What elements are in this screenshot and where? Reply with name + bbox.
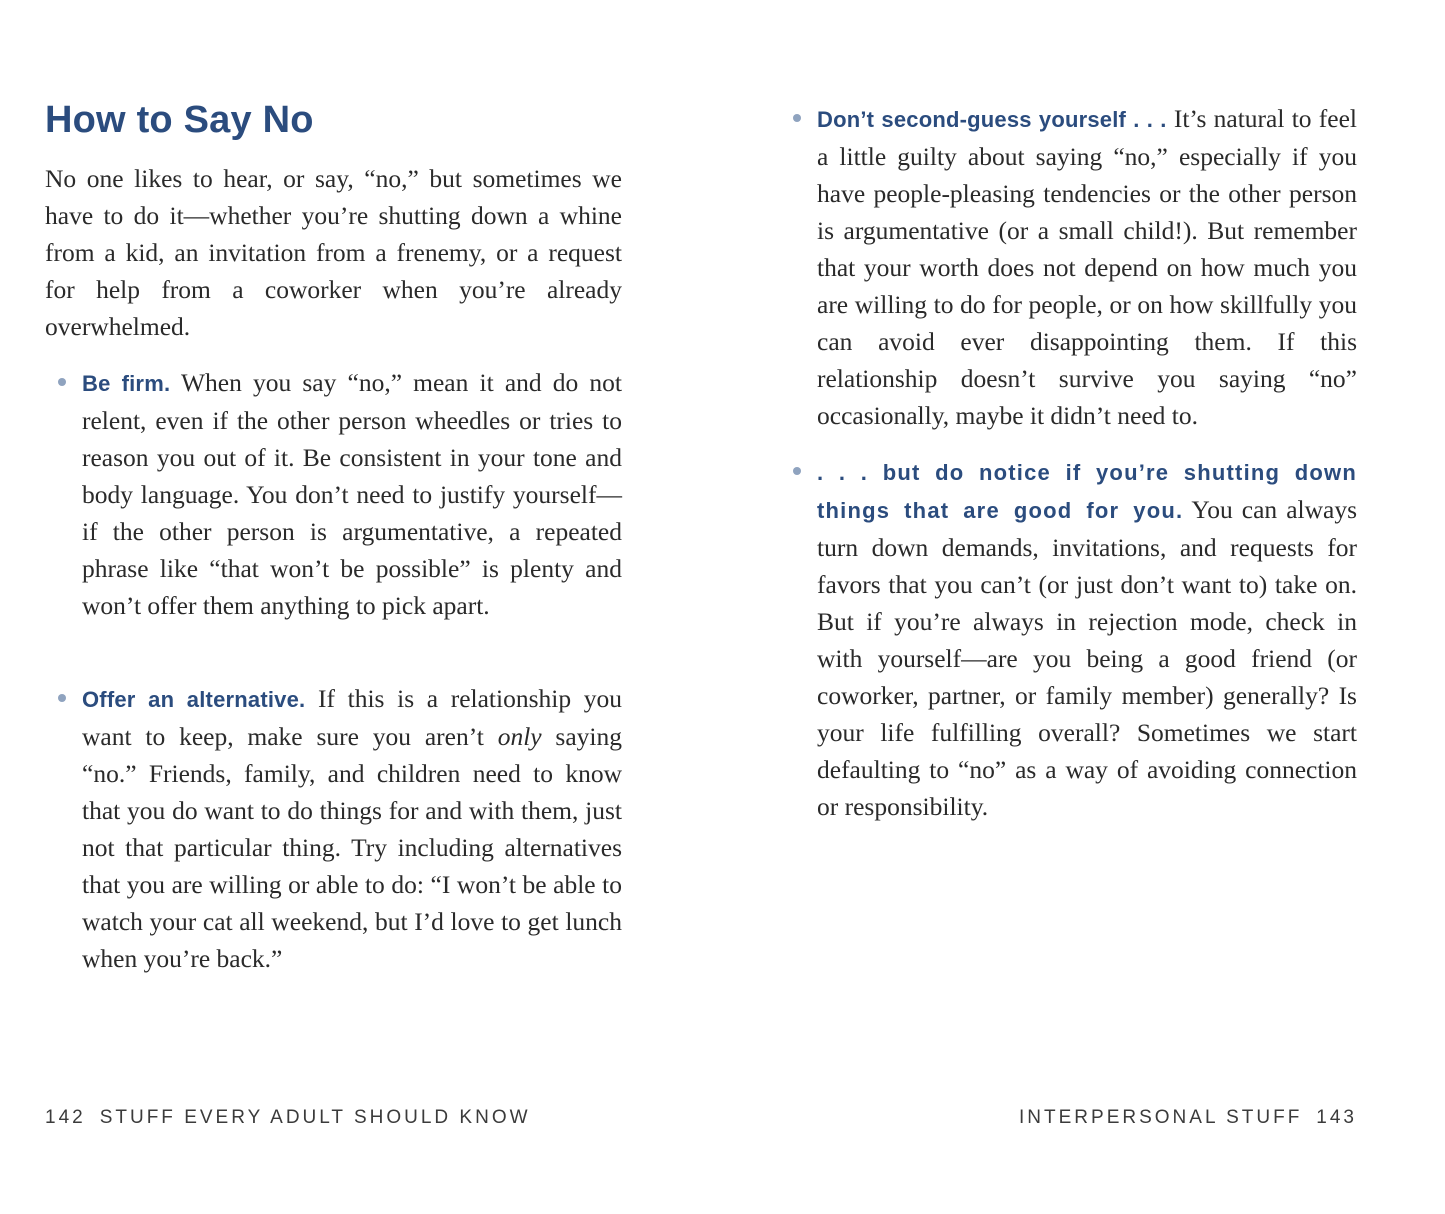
right-footer bbox=[1019, 1107, 1357, 1129]
bullet-lead: . . . but do notice if you’re shutting down things that are good for you. bbox=[817, 460, 1357, 523]
bullet-offer-alternative bbox=[82, 680, 622, 977]
page-title: How to Say No bbox=[45, 99, 314, 141]
page-number: 143 bbox=[1316, 1107, 1357, 1128]
bullet-dot-icon bbox=[793, 114, 801, 122]
bullet-body: You can always turn down demands, invitations, and requests for favors that you can’t (or just don’t want to) take on. But if you’re always in rejection mode, check in with yourself—are you being a good friend (or coworker, partner, or family member) generally? Is your life fulfilling overall? Sometimes we start defaulting to “no” as a way of avoiding connection or responsibility. bbox=[817, 495, 1357, 821]
bullet-lead: Be firm. bbox=[82, 371, 171, 396]
bullet-dot-icon bbox=[58, 378, 66, 386]
bullet-body-italic: only bbox=[497, 722, 542, 751]
bullet-lead: Offer an alternative. bbox=[82, 687, 306, 712]
bullet-body: When you say “no,” mean it and do not relent, even if the other person wheedles or tries to reason you out of it. Be consistent in your tone and body language. You don’t need to justify yourself—if the other person is argumentative, a repeated phrase like “that won’t be possible” is plenty and won’t offer them anything to pick apart. bbox=[82, 368, 622, 620]
bullet-but-do-notice bbox=[817, 453, 1357, 825]
bullet-be-firm bbox=[82, 364, 622, 624]
page-number: 142 bbox=[45, 1107, 86, 1128]
intro-paragraph: No one likes to hear, or say, “no,” but sometimes we have to do it—whether you’re shutting down a whine from a kid, an invitation from a frenemy, or a request for help from a coworker when you’re already overwhelmed. bbox=[45, 164, 622, 341]
bullet-body: It’s natural to feel a little guilty about saying “no,” especially if you have people-pleasing tendencies or the other person is argumentative (or a small child!). But remember that your worth does not depend on how much you are willing to do for people, or on how skillfully you can avoid ever disappointing them. If this relationship doesn’t survive you saying “no” occasionally, maybe it didn’t need to. bbox=[817, 104, 1357, 430]
bullet-dont-second-guess bbox=[817, 100, 1357, 434]
bullet-body: If this is a relationship you want to keep, make sure you aren’t bbox=[82, 684, 622, 751]
left-footer bbox=[45, 1107, 531, 1129]
bullet-body: saying “no.” Friends, family, and children need to know that you do want to do things for and with them, just not that particular thing. Try including alternatives that you are willing or able to do: “I won’t be able to watch your cat all weekend, but I’d love to get lunch when you’re back.” bbox=[82, 722, 623, 973]
running-head: INTERPERSONAL STUFF bbox=[1019, 1107, 1303, 1128]
right-page bbox=[795, 0, 1357, 1214]
running-head: STUFF EVERY ADULT SHOULD KNOW bbox=[99, 1107, 531, 1128]
bullet-dot-icon bbox=[793, 467, 801, 475]
bullet-lead: Don’t second-guess yourself . . . bbox=[817, 107, 1167, 132]
bullet-dot-icon bbox=[58, 694, 66, 702]
left-page bbox=[45, 0, 622, 1214]
